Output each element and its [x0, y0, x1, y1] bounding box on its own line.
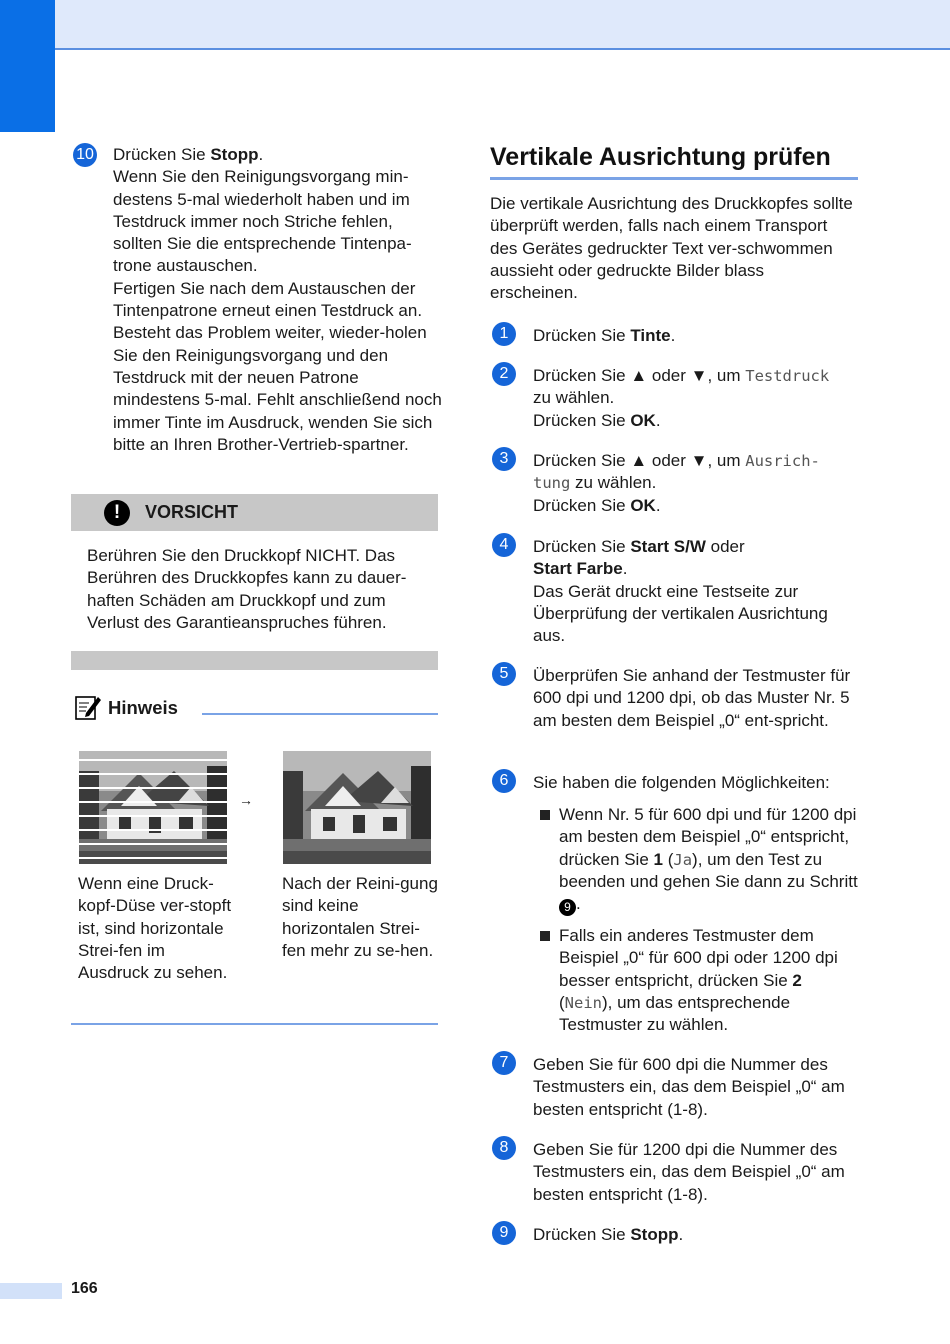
bullet-square — [540, 931, 550, 941]
arrow-right-icon: → — [239, 792, 253, 808]
step-7: Geben Sie für 600 dpi die Nummer des Testmusters ein, das dem Beispiel „0“ am besten entspricht (1-8). — [533, 1055, 845, 1119]
step-8: Geben Sie für 1200 dpi die Nummer des Testmusters ein, das dem Beispiel „0“ am besten entspricht (1-8). — [533, 1140, 845, 1204]
bullet-option-1: Wenn Nr. 5 für 600 dpi und für 1200 dpi am besten dem Beispiel „0“ entspricht, drücken Sie 1 (Ja), um den Test zu beenden und gehen Sie dann zu Schritt 9 . — [559, 805, 858, 915]
page-number: 166 — [71, 1280, 98, 1297]
caption-after: Nach der Reini-gung sind keine horizontalen Strei-fen mehr zu se-hen. — [282, 874, 438, 960]
step-ref-badge-9: 9 — [559, 899, 576, 916]
house-photo-striped — [79, 751, 227, 864]
step-4: Drücken Sie Start S/W oder Start Farbe. Das Gerät druckt eine Testseite zur Überprüfung der vertikalen Ausrichtung aus. — [533, 537, 828, 646]
note-pencil-icon — [74, 693, 102, 721]
intro-paragraph: Die vertikale Ausrichtung des Druckkopfes sollte überprüft werden, falls nach einem Transport des Gerätes gedruckter Text ver-schwommen aussieht oder gedruckte Bilder blass erscheinen. — [490, 194, 853, 303]
step-badge-6: 6 — [492, 769, 516, 793]
step-badge-5: 5 — [492, 662, 516, 686]
caution-footer — [71, 651, 438, 670]
chapter-tab — [0, 0, 55, 132]
step-2: Drücken Sie ▲ oder ▼, um Testdruck zu wählen. Drücken Sie OK. — [533, 366, 830, 430]
step-9: Drücken Sie Stopp. — [533, 1225, 684, 1244]
step-1: Drücken Sie Tinte. — [533, 326, 676, 345]
step-badge-9: 9 — [492, 1221, 516, 1245]
house-photo-clean — [283, 751, 431, 864]
header-band — [0, 0, 950, 50]
step-badge-1: 1 — [492, 322, 516, 346]
step-5: Überprüfen Sie anhand der Testmuster für 600 dpi und 1200 dpi, ob das Muster Nr. 5 am besten dem Beispiel „0“ ent-spricht. — [533, 666, 851, 730]
note-bottom-divider — [71, 1023, 438, 1025]
step-6: Sie haben die folgenden Möglichkeiten: — [533, 773, 830, 792]
step-badge-2: 2 — [492, 362, 516, 386]
caution-header — [71, 494, 438, 531]
step-badge-7: 7 — [492, 1051, 516, 1075]
step-10-paragraph-2: Fertigen Sie nach dem Austauschen der Tintenpatrone erneut einen Testdruck an. Besteht das Problem weiter, wieder-holen Sie den Reinigungsvorgang und den Testdruck mit der neuen Patrone mindestens 5-mal. Fehlt anschließend noch immer Tinte im Ausdruck, wenden Sie sich bitte an Ihren Brother-Vertrieb-spartner. — [113, 278, 442, 454]
warning-icon: ! — [104, 500, 130, 526]
caution-text: Berühren Sie den Druckkopf NICHT. Das Berühren des Druckkopfes kann zu dauer-haften Schäden am Druckkopf und zum Verlust des Garantieanspruches führen. — [87, 546, 407, 632]
step-badge-4: 4 — [492, 533, 516, 557]
section-heading: Vertikale Ausrichtung prüfen — [490, 143, 831, 171]
caption-before: Wenn eine Druck-kopf-Düse ver-stopft ist, sind horizontale Strei-fen im Ausdruck zu sehen. — [78, 874, 232, 983]
step-badge-10: 10 — [73, 143, 97, 167]
caution-label: VORSICHT — [145, 502, 239, 522]
step-3: Drücken Sie ▲ oder ▼, um Ausrich- tung zu wählen. Drücken Sie OK. — [533, 451, 820, 515]
step-badge-8: 8 — [492, 1136, 516, 1160]
page-number-band — [0, 1283, 62, 1299]
bullet-option-2: Falls ein anderes Testmuster dem Beispiel „0“ für 600 dpi oder 1200 dpi besser entspricht, drücken Sie 2 (Nein), um das entsprechende Testmuster zu wählen. — [559, 926, 838, 1035]
note-divider — [202, 713, 438, 715]
heading-underline — [490, 177, 858, 180]
note-title: Hinweis — [108, 697, 178, 718]
step-10: Drücken Sie Stopp. Wenn Sie den Reinigungsvorgang min-destens 5-mal wiederholt haben und im Testdruck immer noch Striche fehlen, sollten Sie die entsprechende Tintenpa-trone austauschen. Fertigen Sie nach dem Austauschen der Tintenpatrone erneut einen Testdruck an. Besteht das Problem weiter, wieder-holen Sie den Reinigungsvorgang und den Testdruck mit der neuen Patrone mindestens 5-mal. Fehlt anschließend noch immer Tinte im Ausdruck, wenden Sie sich bitte an Ihren Brother-Vertrieb-spartner. — [113, 144, 443, 456]
step-badge-3: 3 — [492, 447, 516, 471]
bullet-square — [540, 810, 550, 820]
step-10-paragraph-1: Wenn Sie den Reinigungsvorgang min-destens 5-mal wiederholt haben und im Testdruck immer noch Striche fehlen, sollten Sie die entsprechende Tintenpa-trone austauschen. — [113, 167, 412, 276]
